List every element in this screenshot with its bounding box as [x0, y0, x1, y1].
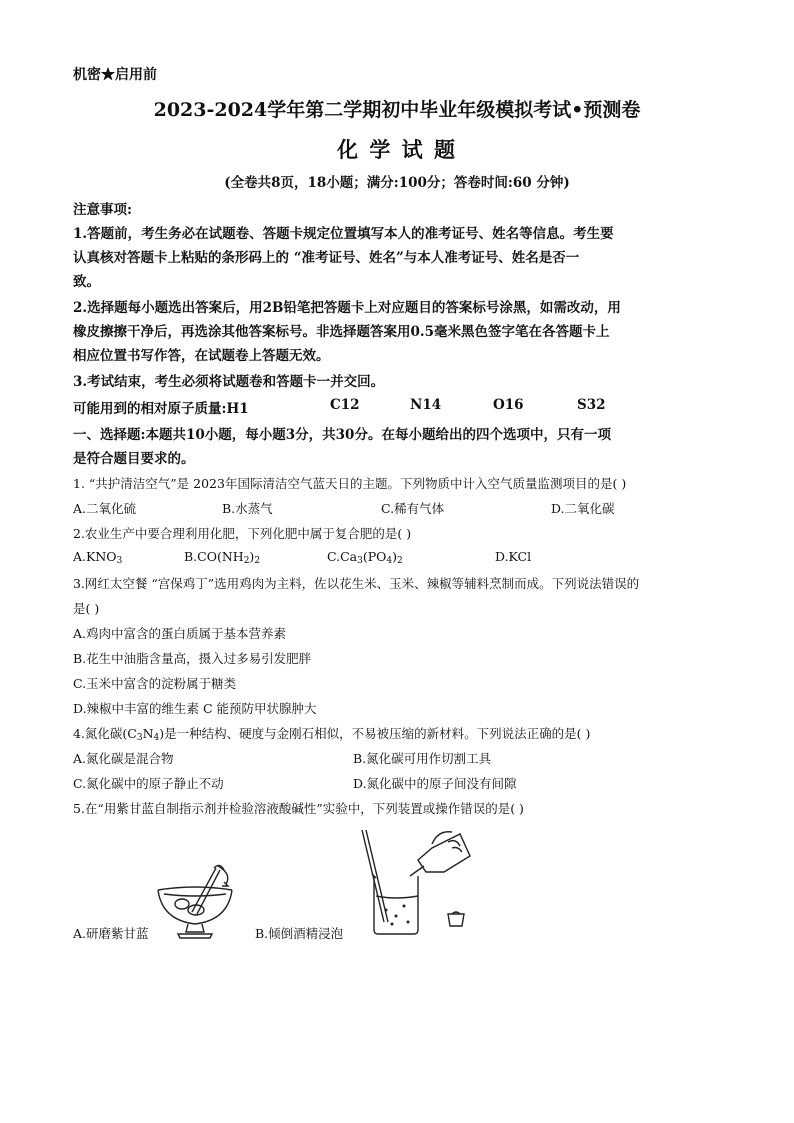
notice-item-3: 3.考试结束，考生必须将试题卷和答题卡一并交回。	[73, 374, 385, 390]
q4-stem-sub2: 4	[153, 733, 160, 743]
q2-option-c	[327, 549, 403, 566]
q2-b-text: B.CO(NH	[184, 549, 244, 564]
q3-stem-line-1: 3.网红太空餐 “宫保鸡丁”选用鸡肉为主料，佐以花生米、玉米、辣椒等辅料烹制而成。下列说法错误的	[73, 576, 640, 591]
q3-option-a: A.鸡肉中富含的蛋白质属于基本营养素	[73, 626, 287, 641]
q1-option-b: B.水蒸气	[222, 501, 273, 516]
q4-option-b: B.氮化碳可用作切割工具	[353, 751, 492, 766]
q5-stem: 5.在“用紫甘蓝自制指示剂并检验溶液酸碱性”实验中，下列装置或操作错误的是( )	[73, 801, 524, 816]
q1-stem: 1. “共护清洁空气”是 2023年国际清洁空气蓝天日的主题。下列物质中计入空气质量监测项目的是( )	[73, 476, 627, 491]
q3-stem-line-2: 是( )	[73, 601, 100, 616]
section-1-line-1: 一、选择题:本题共10小题，每小题3分，共30分。在每小题给出的四个选项中，只有一项	[73, 427, 611, 443]
q5-option-a: A.研磨紫甘蓝	[73, 926, 149, 941]
q3-option-b: B.花生中油脂含量高，摄入过多易引发肥胖	[73, 651, 312, 666]
q4-stem-pre: 4.氮化碳(C	[73, 726, 137, 741]
q2-option-d: D.KCl	[495, 549, 532, 564]
notice-item-2-line-3: 相应位置书写作答，在试题卷上答题无效。	[73, 348, 330, 364]
exam-info: (全卷共8页，18小题；满分:100分；答卷时间:60 分钟)	[224, 175, 570, 191]
q2-b-sub2: 2	[254, 556, 261, 566]
notice-heading: 注意事项:	[73, 202, 132, 218]
q2-option-a	[73, 549, 122, 566]
q4-option-d: D.氮化碳中的原子间没有间隙	[353, 776, 517, 791]
section-1-line-2: 是符合题目要求的。	[73, 451, 195, 467]
atomic-mass-c: C12	[330, 397, 360, 413]
subject-title: 化 学 试 题	[337, 137, 457, 162]
mortar-pestle-icon	[150, 858, 240, 940]
q2-c-sub2: 4	[386, 556, 393, 566]
exam-title: 2023-2024学年第二学期初中毕业年级模拟考试•预测卷	[153, 99, 641, 121]
notice-item-1-line-1: 1.答题前，考生务必在试题卷、答题卡规定位置填写本人的准考证号、姓名等信息。考生要	[73, 226, 614, 242]
q3-option-c: C.玉米中富含的淀粉属于糖类	[73, 676, 237, 691]
confidential-label: 机密★启用前	[73, 67, 157, 83]
atomic-masses-label: 可能用到的相对原子质量:H1	[73, 401, 249, 417]
q1-option-d: D.二氧化碳	[551, 501, 615, 516]
q4-option-c: C.氮化碳中的原子静止不动	[73, 776, 224, 791]
q4-stem-sub1: 3	[136, 733, 143, 743]
q2-c-paren: )	[392, 549, 398, 564]
notice-item-1-line-2: 认真核对答题卡上粘贴的条形码上的 “准考证号、姓名”与本人准考证号、姓名是否一	[73, 250, 580, 266]
q2-c-sub: 3	[357, 556, 363, 566]
atomic-mass-s: S32	[577, 397, 606, 413]
atomic-mass-n: N14	[410, 397, 442, 413]
beaker-pouring-icon	[352, 826, 482, 938]
q1-option-c: C.稀有气体	[381, 501, 445, 516]
q2-c-mid: (PO	[362, 549, 387, 564]
q3-option-d: D.辣椒中丰富的维生素 C 能预防甲状腺肿大	[73, 701, 317, 716]
q5-option-b: B.倾倒酒精浸泡	[255, 926, 344, 941]
q2-b-sub: 2	[243, 556, 250, 566]
q2-a-text: A.KNO	[73, 549, 117, 564]
q4-option-a: A.氮化碳是混合物	[73, 751, 174, 766]
q4-stem-mid: N	[142, 726, 154, 741]
q2-stem: 2.农业生产中要合理利用化肥，下列化肥中属于复合肥的是( )	[73, 526, 412, 541]
q2-c-sub3: 2	[397, 556, 403, 566]
notice-item-2-line-1: 2.选择题每小题选出答案后，用2B铅笔把答题卡上对应题目的答案标号涂黑，如需改动，用	[73, 300, 621, 316]
q2-c-text: C.Ca	[327, 549, 358, 564]
notice-item-2-line-2: 橡皮擦擦干净后，再选涂其他答案标号。非选择题答案用0.5毫米黑色签字笔在各答题卡上	[73, 324, 610, 340]
q2-b-paren: )	[249, 549, 255, 564]
q2-option-b	[184, 549, 260, 566]
notice-item-1-line-3: 致。	[73, 274, 100, 290]
q4-stem	[73, 724, 590, 743]
q1-option-a: A.二氧化硫	[73, 501, 137, 516]
q4-stem-post: )是一种结构、硬度与金刚石相似，不易被压缩的新材料。下列说法正确的是( )	[159, 726, 591, 741]
atomic-mass-o: O16	[493, 397, 524, 413]
q2-a-sub: 3	[116, 556, 123, 566]
